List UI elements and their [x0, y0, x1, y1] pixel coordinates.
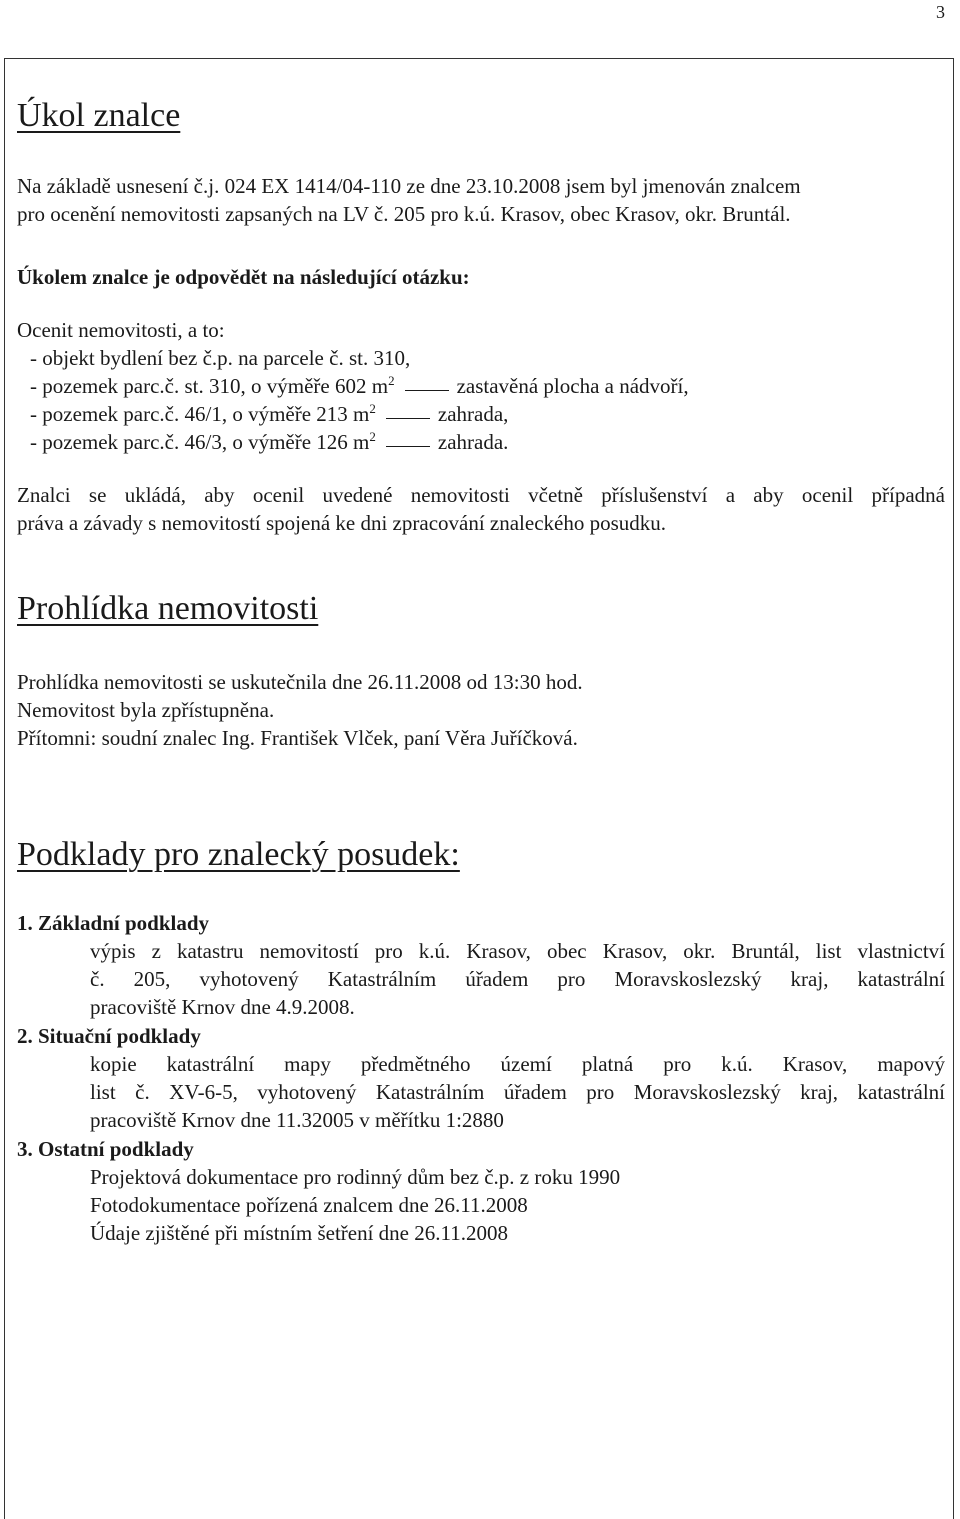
list-item-tail: zastavěná plocha a nádvoří,	[456, 374, 689, 398]
list-item	[30, 428, 508, 456]
ocenit-line: Ocenit nemovitosti, a to:	[17, 318, 225, 342]
intro-line-2: pro ocenění nemovitosti zapsaných na LV č. 205 pro k.ú. Krasov, obec Krasov, okr. Bruntál.	[17, 202, 791, 226]
list-item	[30, 372, 689, 400]
group-line: pracoviště Krnov dne 11.32005 v měřítku 1:2880	[90, 1108, 504, 1132]
prohlidka-line: Přítomni: soudní znalec Ing. František Vlček, paní Věra Juříčková.	[17, 726, 578, 750]
question-line: Úkolem znalce je odpovědět na následující otázku:	[17, 265, 470, 289]
dash-line	[386, 418, 430, 419]
dash-line	[405, 390, 449, 391]
list-item-tail: zahrada,	[437, 402, 509, 426]
group-line: Údaje zjištěné při místním šetření dne 26.11.2008	[90, 1221, 508, 1245]
superscript: 2	[369, 401, 376, 416]
heading-ukol-znalce: Úkol znalce	[17, 97, 181, 134]
paragraph-line-1: Znalci se ukládá, aby ocenil uvedené nemovitosti včetně příslušenství a aby ocenil případná	[17, 483, 945, 507]
list-item	[30, 344, 410, 372]
page-number: 3	[936, 2, 945, 22]
prohlidka-line: Prohlídka nemovitosti se uskutečnila dne 26.11.2008 od 13:30 hod.	[17, 670, 583, 694]
group-line: Projektová dokumentace pro rodinný dům bez č.p. z roku 1990	[90, 1165, 621, 1189]
group-title-2: 2. Situační podklady	[17, 1024, 201, 1048]
group-line: kopie katastrální mapy předmětného území platná pro k.ú. Krasov, mapový	[90, 1052, 945, 1076]
superscript: 2	[369, 429, 376, 444]
intro-line-1: Na základě usnesení č.j. 024 EX 1414/04-110 ze dne 23.10.2008 jsem byl jmenován znalcem	[17, 174, 801, 198]
group-title-1: 1. Základní podklady	[17, 911, 210, 935]
paragraph-line-2: práva a závady s nemovitostí spojená ke dni zpracování znaleckého posudku.	[17, 511, 667, 535]
group-line: pracoviště Krnov dne 4.9.2008.	[90, 995, 355, 1019]
list-item-text: - pozemek parc.č. 46/1, o výměře 213 m	[30, 402, 370, 426]
list-item-text: - pozemek parc.č. st. 310, o výměře 602 m	[30, 374, 389, 398]
list-item	[30, 400, 508, 428]
group-line: Fotodokumentace pořízená znalcem dne 26.11.2008	[90, 1193, 528, 1217]
list-item-text: - objekt bydlení bez č.p. na parcele č. st. 310,	[30, 346, 411, 370]
superscript: 2	[388, 373, 395, 388]
group-line: list č. XV-6-5, vyhotovený Katastrálním úřadem pro Moravskoslezský kraj, katastrální	[90, 1080, 945, 1104]
dash-line	[386, 446, 430, 447]
list-item-text: - pozemek parc.č. 46/3, o výměře 126 m	[30, 430, 370, 454]
prohlidka-line: Nemovitost byla zpřístupněna.	[17, 698, 275, 722]
group-line: č. 205, vyhotovený Katastrálním úřadem pro Moravskoslezský kraj, katastrální	[90, 967, 945, 991]
group-line: výpis z katastru nemovitostí pro k.ú. Krasov, obec Krasov, okr. Bruntál, list vlastnictví	[90, 939, 945, 963]
group-title-3: 3. Ostatní podklady	[17, 1137, 194, 1161]
list-item-tail: zahrada.	[437, 430, 509, 454]
heading-podklady: Podklady pro znalecký posudek:	[17, 836, 460, 873]
heading-prohlidka: Prohlídka nemovitosti	[17, 590, 319, 627]
